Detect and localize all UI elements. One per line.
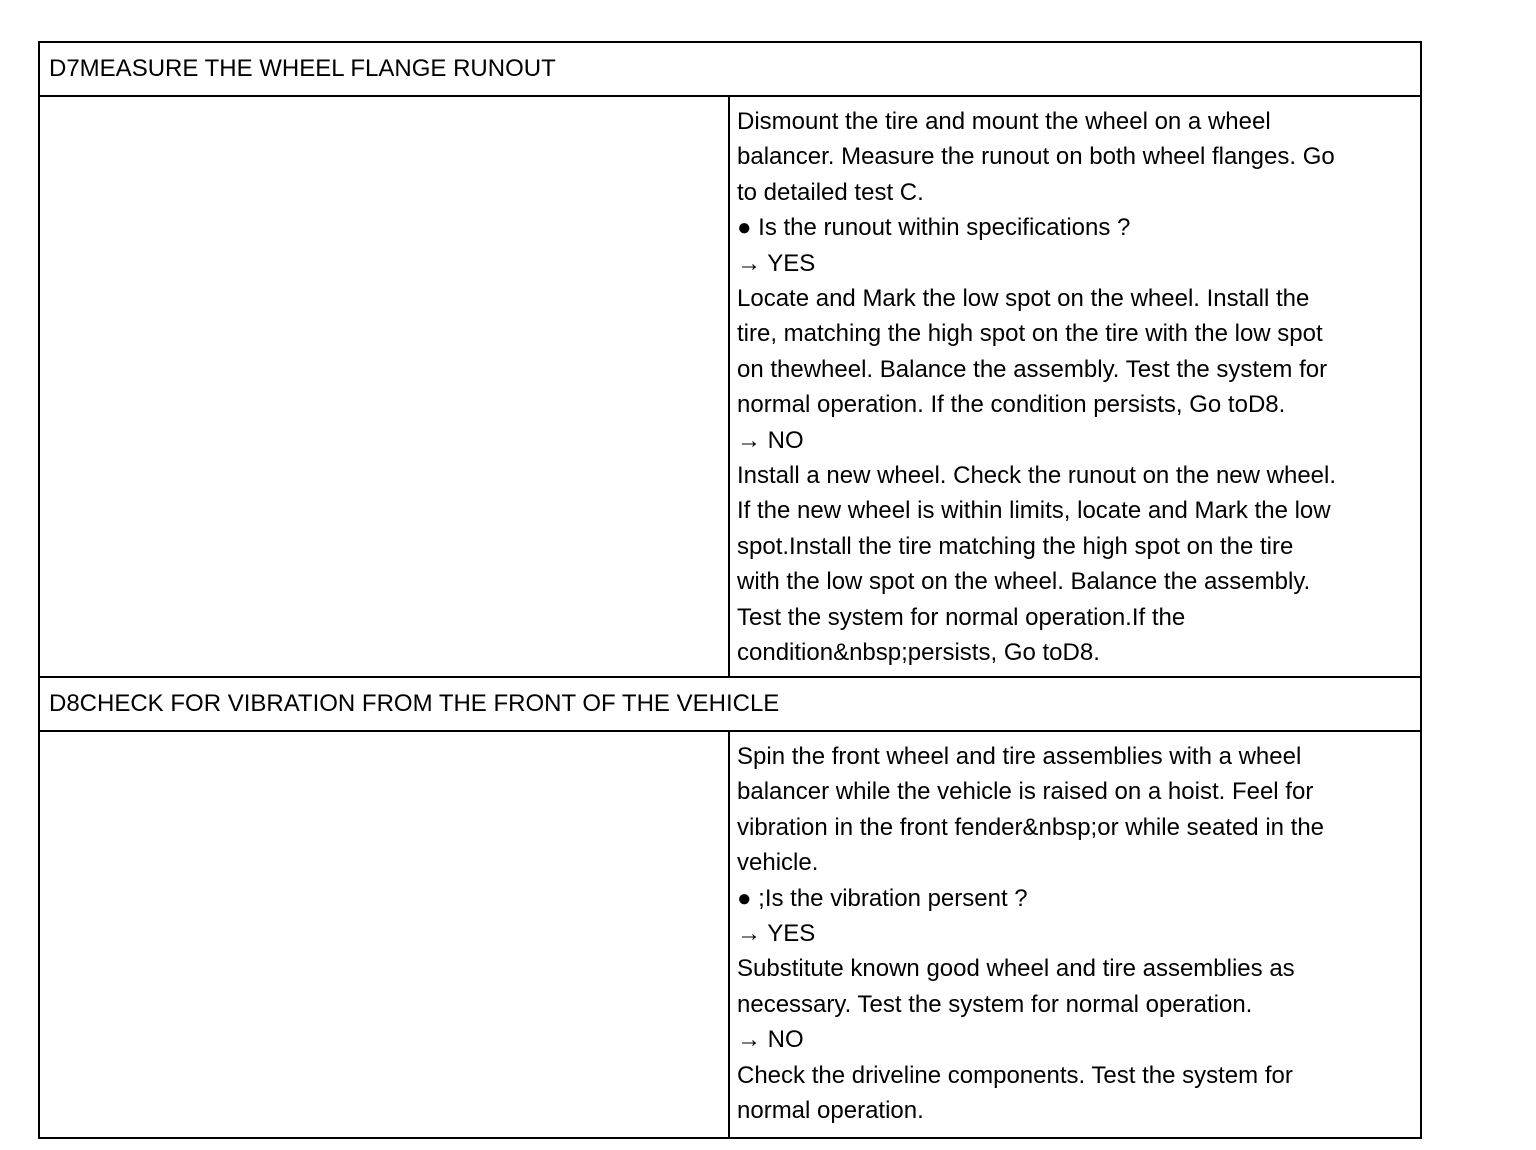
question-line: ● ;Is the vibration persent ? (737, 884, 1028, 912)
instruction-line: Check the driveline components. Test the system for (737, 1061, 1293, 1089)
instruction-line: vibration in the front fender&nbsp;or while seated in the (737, 813, 1325, 841)
instruction-line: condition&nbsp;persists, Go toD8. (737, 639, 1100, 667)
question-line: ● Is the runout within specifications ? (737, 214, 1131, 242)
no-branch-label: → NO (737, 1026, 804, 1054)
instruction-line: Substitute known good wheel and tire assemblies as (737, 955, 1295, 983)
section-header-d7: D7MEASURE THE WHEEL FLANGE RUNOUT (40, 43, 1420, 97)
yes-branch-label: → YES (737, 249, 816, 277)
section-body-d8 (40, 732, 1420, 1137)
diagnostic-table (38, 41, 1422, 1139)
instruction-line: with the low spot on the wheel. Balance the assembly. (737, 568, 1311, 596)
section-header-d8: D8CHECK FOR VIBRATION FROM THE FRONT OF THE VEHICLE (40, 678, 1420, 732)
instruction-line: balancer. Measure the runout on both wheel flanges. Go (737, 143, 1335, 171)
instruction-line: tire, matching the high spot on the tire with the low spot (737, 320, 1323, 348)
instruction-line: Test the system for normal operation.If the (737, 603, 1186, 631)
section-body-d7 (40, 97, 1420, 678)
no-branch-label: → NO (737, 426, 804, 454)
instruction-line: to detailed test C. (737, 178, 924, 206)
instruction-line: Spin the front wheel and tire assemblies with a wheel (737, 743, 1302, 770)
yes-branch-label: → YES (737, 920, 816, 948)
instruction-line: balancer while the vehicle is raised on a hoist. Feel for (737, 778, 1314, 806)
left-cell-d8 (40, 732, 730, 1137)
instruction-line: Install a new wheel. Check the runout on the new wheel. (737, 462, 1337, 490)
instruction-line: vehicle. (737, 849, 819, 877)
instruction-line: necessary. Test the system for normal operation. (737, 990, 1253, 1018)
instruction-line: If the new wheel is within limits, locate and Mark the low (737, 497, 1331, 525)
instruction-line: on thewheel. Balance the assembly. Test the system for (737, 355, 1328, 383)
instruction-line: spot.Install the tire matching the high spot on the tire (737, 532, 1294, 560)
instruction-line: normal operation. If the condition persists, Go toD8. (737, 391, 1286, 419)
instruction-line: Locate and Mark the low spot on the wheel. Install the (737, 285, 1310, 313)
instruction-cell-d8 (730, 732, 1420, 1137)
instruction-line: Dismount the tire and mount the wheel on a wheel (737, 108, 1271, 135)
left-cell-d7 (40, 97, 730, 676)
instruction-cell-d7 (730, 97, 1420, 676)
instruction-line: normal operation. (737, 1097, 924, 1125)
